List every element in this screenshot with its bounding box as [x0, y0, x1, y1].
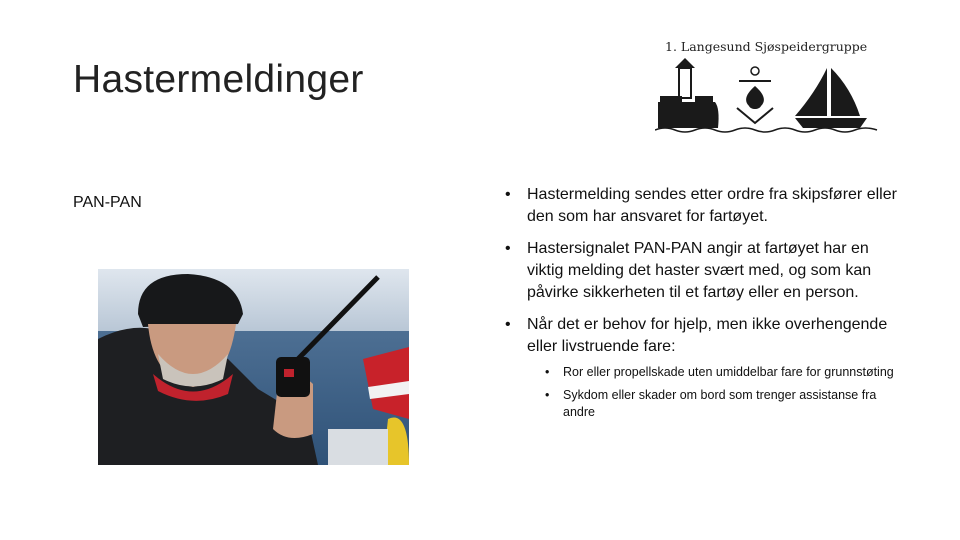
sub-bullet-item: • Ror eller propellskade uten umiddelbar fare for grunnstøting [527, 364, 905, 381]
sub-bullet-list [527, 364, 905, 421]
bullet-text: Når det er behov for hjelp, men ikke overhengende eller livstruende fare: [527, 316, 888, 355]
sub-bullet-item: • Sykdom eller skader om bord som trenger assistanse fra andre [527, 387, 905, 421]
bullet-item: • Hastersignalet PAN-PAN angir at fartøyet har en viktig melding det haster svært med, og som kan påvirke sikkerheten til et fartøy eller en person. [505, 238, 905, 304]
sailor-with-radio-photo [98, 269, 409, 465]
slide-subtitle: PAN-PAN [73, 194, 142, 211]
bullet-item [505, 314, 905, 421]
scout-group-logo [655, 38, 880, 138]
bullet-list [505, 184, 905, 431]
bullet-item: • Hastermelding sendes etter ordre fra skipsfører eller den som har ansvaret for fartøyet. [505, 184, 905, 228]
slide-title: Hastermeldinger [73, 58, 364, 101]
logo-text: 1. Langesund Sjøspeidergruppe [665, 39, 868, 54]
